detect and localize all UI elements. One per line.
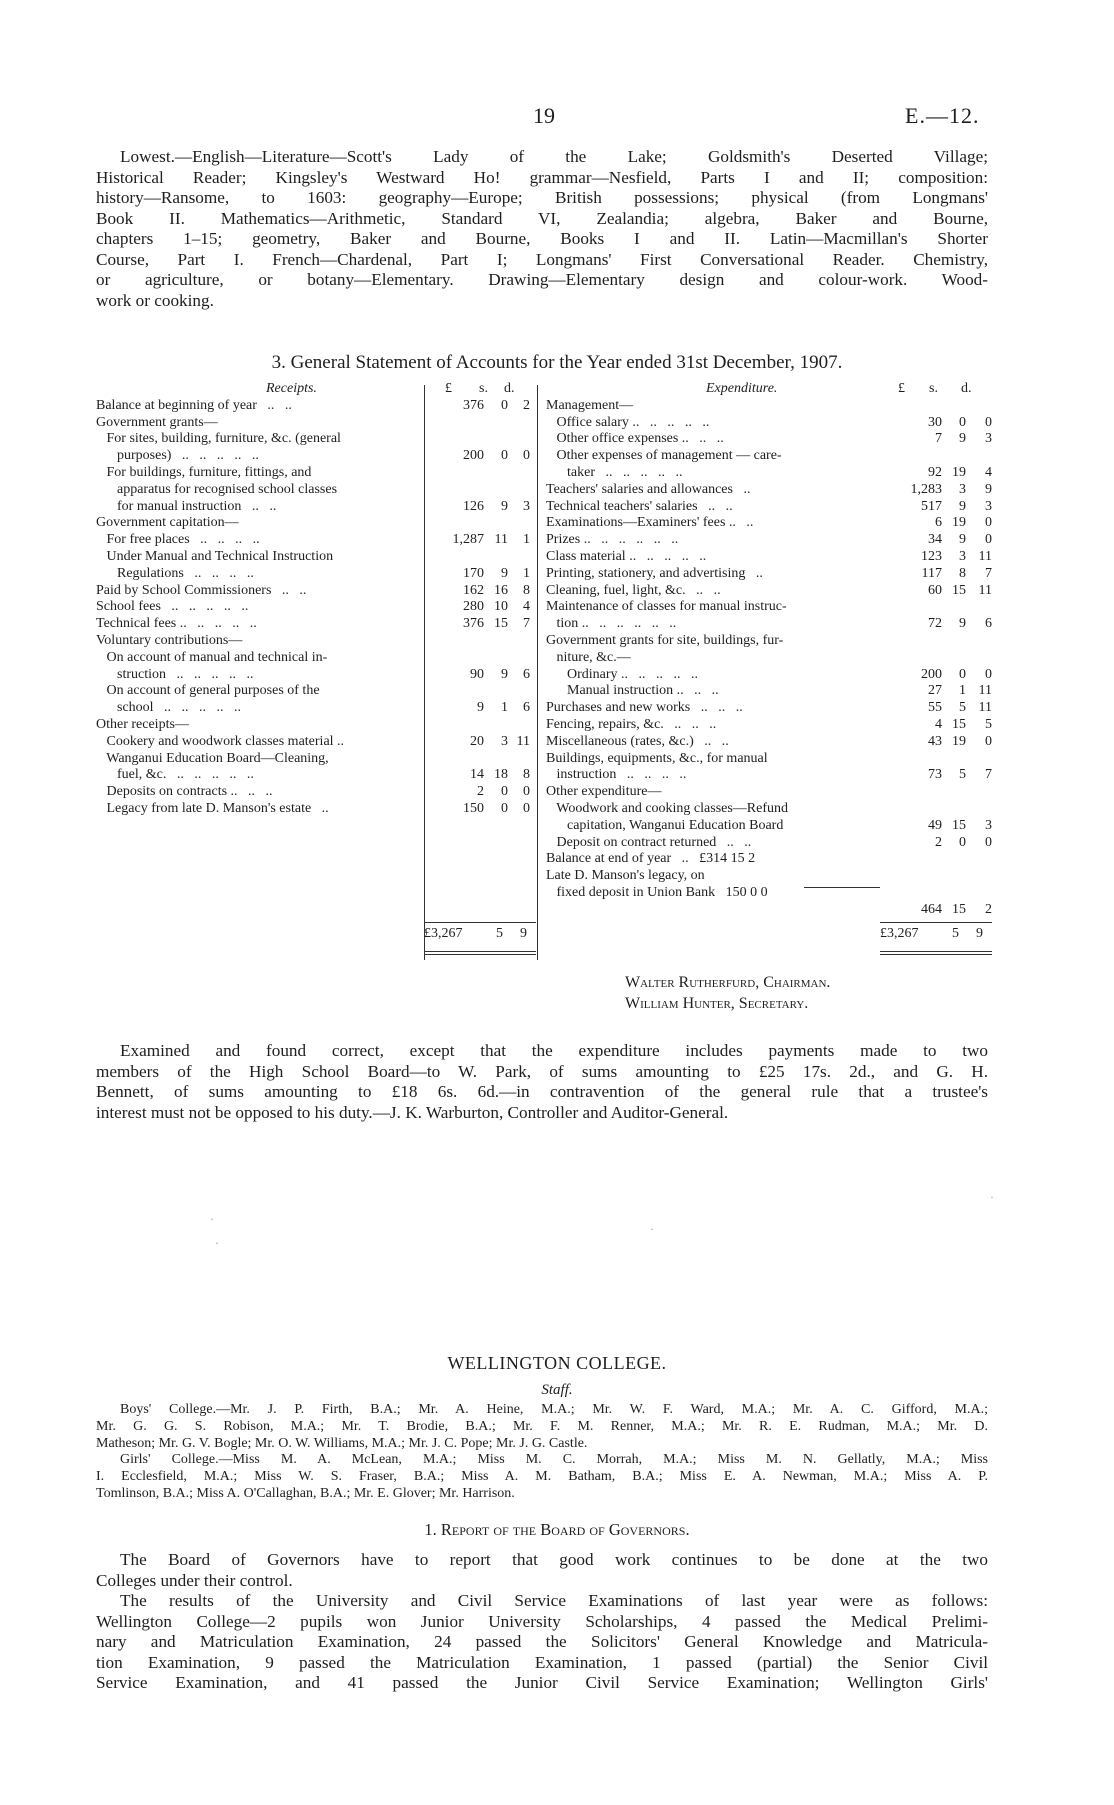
signatures bbox=[625, 972, 830, 1014]
account-row bbox=[546, 415, 996, 432]
account-row bbox=[546, 499, 996, 516]
amount-shillings: 15 bbox=[952, 716, 966, 732]
amount-shillings: 19 bbox=[952, 515, 966, 531]
receipts-header-row bbox=[96, 381, 536, 398]
receipts-total bbox=[424, 926, 536, 943]
amount-shillings: 0 bbox=[501, 448, 508, 464]
amount-pounds: 280 bbox=[463, 599, 484, 615]
account-description: Printing, stationery, and advertising .. bbox=[546, 565, 763, 581]
account-description: Under Manual and Technical Instruction bbox=[96, 548, 334, 564]
report-heading: 1. Report of the Board of Governors. bbox=[424, 1520, 690, 1539]
amount-pounds: 123 bbox=[921, 548, 942, 564]
amount-pence: 5 bbox=[985, 716, 992, 732]
amount-shillings: 9 bbox=[959, 431, 966, 447]
amount-pounds: 376 bbox=[463, 397, 484, 413]
amount-pounds: 4 bbox=[935, 716, 942, 732]
account-description: fuel, &c. .. .. .. .. .. bbox=[96, 767, 254, 783]
amount-pounds: 126 bbox=[463, 498, 484, 514]
text-line: Tomlinson, B.A.; Miss A. O'Callaghan, B.A.; Mr. E. Glover; Mr. Harrison. bbox=[96, 1485, 515, 1501]
amount-pounds: 376 bbox=[463, 616, 484, 632]
account-description: Prizes .. .. .. .. .. .. bbox=[546, 532, 679, 548]
text-line: work or cooking. bbox=[96, 290, 214, 310]
account-row bbox=[96, 515, 536, 532]
amount-shillings: 0 bbox=[959, 666, 966, 682]
amount-pence: 6 bbox=[523, 700, 530, 716]
account-row bbox=[546, 818, 996, 835]
report-paragraph bbox=[96, 1550, 988, 1694]
college-title: WELLINGTON COLLEGE. bbox=[447, 1353, 667, 1373]
account-row bbox=[546, 667, 996, 684]
amount-pence: 11 bbox=[978, 582, 992, 598]
account-description: For free places .. .. .. .. bbox=[96, 532, 260, 548]
amount-pence: 0 bbox=[985, 834, 992, 850]
account-description: On account of general purposes of the bbox=[96, 683, 320, 699]
amount-shillings: 9 bbox=[959, 498, 966, 514]
text-line: Boys' College.—Mr. J. P. Firth, B.A.; Mr. A. Heine, M.A.; Mr. W. F. Ward, M.A.; Mr. A. C. Gifford, M.A.; bbox=[120, 1402, 988, 1417]
amount-pounds: 170 bbox=[463, 565, 484, 581]
account-description: Government grants— bbox=[96, 414, 218, 430]
account-row bbox=[546, 583, 996, 600]
account-description: Maintenance of classes for manual instruc- bbox=[546, 599, 787, 615]
amount-shillings: 1 bbox=[501, 700, 508, 716]
account-description: Other receipts— bbox=[96, 716, 189, 732]
account-description: Balance at beginning of year .. .. bbox=[96, 397, 292, 413]
amount-pounds: 1,283 bbox=[910, 481, 942, 497]
amount-pounds: 20 bbox=[470, 733, 484, 749]
amount-pence: 0 bbox=[985, 515, 992, 531]
amount-pounds: 6 bbox=[935, 515, 942, 531]
amount-shillings: 15 bbox=[952, 582, 966, 598]
amount-pence: 6 bbox=[985, 616, 992, 632]
amount-pence: 7 bbox=[985, 767, 992, 783]
account-description: Miscellaneous (rates, &c.) .. .. bbox=[546, 733, 729, 749]
expenditure-heading: Expenditure. bbox=[706, 381, 778, 396]
account-row bbox=[546, 902, 996, 919]
amount-pounds: 14 bbox=[470, 767, 484, 783]
account-description: For buildings, furniture, fittings, and bbox=[96, 464, 312, 480]
page-speckles: · bbox=[210, 1212, 214, 1226]
amount-pounds: 27 bbox=[928, 683, 942, 699]
amount-pence: 0 bbox=[985, 532, 992, 548]
account-description: Government grants for site, buildings, fur- bbox=[546, 632, 784, 648]
amount-shillings: 5 bbox=[959, 700, 966, 716]
account-description: Other expenditure— bbox=[546, 784, 662, 800]
account-row bbox=[546, 683, 996, 700]
amount-pence: 0 bbox=[523, 448, 530, 464]
amount-shillings: 18 bbox=[494, 767, 508, 783]
account-row bbox=[546, 700, 996, 717]
account-description: apparatus for recognised school classes bbox=[96, 481, 338, 497]
text-line: I. Ecclesfield, M.A.; Miss W. S. Fraser, B.A.; Miss A. M. Batham, B.A.; Miss E. A. Newman, M.A.; Miss A. P. bbox=[96, 1469, 988, 1485]
account-row bbox=[96, 667, 536, 684]
account-description: Cleaning, fuel, light, &c. .. .. bbox=[546, 582, 721, 598]
accounts-title: 3. General Statement of Accounts for the Year ended 31st December, 1907. bbox=[271, 352, 843, 373]
expenditure-total-pence: 9 bbox=[976, 926, 983, 941]
account-description: purposes) .. .. .. .. .. bbox=[96, 448, 259, 464]
amount-pence: 4 bbox=[523, 599, 530, 615]
amount-pence: 1 bbox=[523, 565, 530, 581]
account-description: Class material .. .. .. .. .. bbox=[546, 548, 707, 564]
amount-shillings: 3 bbox=[501, 733, 508, 749]
account-row bbox=[96, 717, 536, 734]
account-row bbox=[96, 700, 536, 717]
center-separator bbox=[537, 385, 538, 960]
amount-pence: 0 bbox=[523, 800, 530, 816]
document-reference: E.—12. bbox=[905, 103, 980, 128]
account-description: Teachers' salaries and allowances .. bbox=[546, 481, 751, 497]
receipts-total-shillings: 5 bbox=[496, 926, 503, 941]
account-description: Office salary .. .. .. .. .. bbox=[546, 414, 710, 430]
account-row bbox=[546, 515, 996, 532]
expenditure-table bbox=[546, 381, 996, 919]
text-line: Matheson; Mr. G. V. Bogle; Mr. O. W. Williams, M.A.; Mr. J. C. Pope; Mr. J. G. Castle. bbox=[96, 1435, 588, 1451]
receipts-double-rule bbox=[424, 951, 536, 952]
text-line: Wellington College—2 pupils won Junior University Scholarships, 4 passed the Medical Prelimi- bbox=[96, 1611, 988, 1631]
amount-pounds: 517 bbox=[921, 498, 942, 514]
amount-pence: 2 bbox=[985, 901, 992, 917]
text-line: Bennett, of sums amounting to £18 6s. 6d.—in contravention of the general rule that a trustee's bbox=[96, 1082, 988, 1101]
account-description: Legacy from late D. Manson's estate .. bbox=[96, 800, 329, 816]
amount-shillings: 15 bbox=[952, 817, 966, 833]
amount-shillings: 10 bbox=[494, 599, 508, 615]
account-description: Other office expenses .. .. .. bbox=[546, 431, 724, 447]
amount-pounds: 55 bbox=[928, 700, 942, 716]
text-line: interest must not be opposed to his duty.—J. K. Warburton, Controller and Auditor-General. bbox=[96, 1102, 729, 1122]
amount-shillings: 5 bbox=[959, 767, 966, 783]
account-description: Deposit on contract returned .. .. bbox=[546, 834, 752, 850]
account-description: Balance at end of year .. £314 15 2 bbox=[546, 851, 756, 867]
amount-pounds: 34 bbox=[928, 532, 942, 548]
receipts-double-rule-2 bbox=[424, 954, 536, 955]
account-description: Examinations—Examiners' fees .. .. bbox=[546, 515, 754, 531]
account-row bbox=[546, 465, 996, 482]
account-row bbox=[546, 549, 996, 566]
text-line: tion Examination, 9 passed the Matriculation Examination, 1 passed (partial) the Senior Civil bbox=[96, 1652, 988, 1672]
account-row bbox=[96, 751, 536, 768]
account-description: taker .. .. .. .. .. bbox=[546, 464, 683, 480]
expenditure-double-rule-2 bbox=[880, 954, 992, 955]
account-row bbox=[96, 465, 536, 482]
amount-shillings: 9 bbox=[501, 498, 508, 514]
pounds-heading: £ bbox=[898, 381, 905, 396]
text-line: Mr. G. G. S. Robison, M.A.; Mr. T. Brodie, B.A.; Mr. F. M. Renner, M.A.; Mr. R. E. Rudman, M.A.; Mr. D. bbox=[96, 1418, 988, 1434]
account-row bbox=[546, 717, 996, 734]
account-row bbox=[546, 633, 996, 650]
amount-pounds: 2 bbox=[935, 834, 942, 850]
amount-pence: 8 bbox=[523, 767, 530, 783]
text-line: members of the High School Board—to W. Park, of sums amounting to £25 17s. 2d., and G. H. bbox=[96, 1061, 988, 1081]
account-row bbox=[546, 885, 996, 902]
amount-pounds: 464 bbox=[921, 901, 942, 917]
text-line: Service Examination, and 41 passed the Junior Civil Service Examination; Wellington Girls' bbox=[96, 1673, 988, 1692]
account-description: instruction .. .. .. .. bbox=[546, 767, 687, 783]
text-line: Lowest.—English—Literature—Scott's Lady of the Lake; Goldsmith's Deserted Village; bbox=[120, 147, 988, 166]
text-line: Colleges under their control. bbox=[96, 1570, 293, 1590]
account-description: Technical teachers' salaries .. .. bbox=[546, 498, 733, 514]
account-row bbox=[546, 751, 996, 768]
account-row bbox=[96, 566, 536, 583]
text-line: Examined and found correct, except that the expenditure includes payments made to two bbox=[120, 1041, 988, 1060]
amount-pence: 0 bbox=[523, 784, 530, 800]
account-row bbox=[546, 784, 996, 801]
amount-pence: 11 bbox=[516, 733, 530, 749]
amount-pounds: 162 bbox=[463, 582, 484, 598]
amount-pounds: 43 bbox=[928, 733, 942, 749]
amount-shillings: 0 bbox=[501, 397, 508, 413]
amount-pence: 3 bbox=[985, 817, 992, 833]
amount-pence: 11 bbox=[978, 683, 992, 699]
amount-pence: 3 bbox=[523, 498, 530, 514]
amount-pence: 9 bbox=[985, 481, 992, 497]
account-row bbox=[96, 549, 536, 566]
text-line: history—Ransome, to 1603: geography—Europe; British possessions; physical (from Longmans' bbox=[96, 188, 988, 207]
account-row bbox=[96, 398, 536, 415]
amount-shillings: 9 bbox=[959, 532, 966, 548]
account-description: Ordinary .. .. .. .. .. bbox=[546, 666, 699, 682]
amount-pence: 2 bbox=[523, 397, 530, 413]
expenditure-double-rule bbox=[880, 951, 992, 952]
account-description: struction .. .. .. .. .. bbox=[96, 666, 254, 682]
amount-shillings: 15 bbox=[494, 616, 508, 632]
amount-pounds: 90 bbox=[470, 666, 484, 682]
expenditure-total-rule bbox=[880, 922, 992, 923]
amount-pence: 0 bbox=[985, 733, 992, 749]
amount-pounds: 30 bbox=[928, 414, 942, 430]
amount-pence: 0 bbox=[985, 666, 992, 682]
account-row bbox=[546, 398, 996, 415]
text-line: nary and Matriculation Examination, 24 passed the Solicitors' General Knowledge and Matricula- bbox=[96, 1632, 988, 1651]
account-row bbox=[546, 650, 996, 667]
account-row bbox=[96, 583, 536, 600]
amount-shillings: 0 bbox=[959, 834, 966, 850]
account-description: Other expenses of management — care- bbox=[546, 448, 782, 464]
account-row bbox=[96, 616, 536, 633]
amount-pence: 6 bbox=[523, 666, 530, 682]
text-line: The Board of Governors have to report that good work continues to be done at the two bbox=[120, 1550, 988, 1569]
chairman-signature: Walter Rutherfurd, Chairman. bbox=[625, 974, 831, 991]
amount-pounds: 60 bbox=[928, 582, 942, 598]
page-speckles: · bbox=[990, 1190, 994, 1204]
account-row bbox=[96, 499, 536, 516]
amount-pence: 0 bbox=[985, 414, 992, 430]
audit-paragraph bbox=[96, 1041, 988, 1123]
text-line: Book II. Mathematics—Arithmetic, Standard VI, Zealandia; algebra, Baker and Bourne, bbox=[96, 208, 988, 228]
account-description: Fencing, repairs, &c. .. .. .. bbox=[546, 716, 717, 732]
account-description: Manual instruction .. .. .. bbox=[546, 683, 719, 699]
text-line: or agriculture, or botany—Elementary. Drawing—Elementary design and colour-work. Wood- bbox=[96, 270, 988, 289]
amount-shillings: 0 bbox=[959, 414, 966, 430]
pounds-heading: £ bbox=[445, 381, 452, 396]
account-description: Regulations .. .. .. .. bbox=[96, 565, 254, 581]
account-description: Management— bbox=[546, 397, 634, 413]
staff-heading: Staff. bbox=[541, 1382, 573, 1398]
account-row bbox=[546, 599, 996, 616]
account-row bbox=[96, 683, 536, 700]
account-row bbox=[546, 532, 996, 549]
account-row bbox=[96, 599, 536, 616]
account-row bbox=[546, 835, 996, 852]
account-description: Technical fees .. .. .. .. .. bbox=[96, 616, 257, 632]
staff-list bbox=[96, 1402, 988, 1503]
expenditure-total bbox=[880, 926, 992, 943]
account-description: capitation, Wanganui Education Board bbox=[546, 817, 784, 833]
amount-pounds: 72 bbox=[928, 616, 942, 632]
amount-pounds: 7 bbox=[935, 431, 942, 447]
amount-pence: 4 bbox=[985, 464, 992, 480]
amount-pounds: 1,287 bbox=[452, 532, 484, 548]
account-description: Cookery and woodwork classes material .. bbox=[96, 733, 345, 749]
amount-pence: 1 bbox=[523, 532, 530, 548]
amount-shillings: 3 bbox=[959, 548, 966, 564]
amount-shillings: 1 bbox=[959, 683, 966, 699]
receipts-heading: Receipts. bbox=[266, 381, 317, 396]
amount-pounds: 2 bbox=[477, 784, 484, 800]
text-line: The results of the University and Civil Service Examinations of last year were as follows: bbox=[120, 1591, 988, 1610]
amount-pounds: 117 bbox=[921, 565, 942, 581]
account-row bbox=[96, 767, 536, 784]
amount-pounds: 9 bbox=[477, 700, 484, 716]
expenditure-total-shillings: 5 bbox=[952, 926, 959, 941]
expenditure-header-row bbox=[546, 381, 996, 398]
account-description: fixed deposit in Union Bank 150 0 0 bbox=[546, 884, 768, 900]
page-number: 19 bbox=[533, 103, 555, 128]
account-description: Woodwork and cooking classes—Refund bbox=[546, 800, 789, 816]
account-row bbox=[96, 431, 536, 448]
account-row bbox=[546, 431, 996, 448]
account-row bbox=[546, 482, 996, 499]
subtotal-rule bbox=[804, 887, 880, 888]
amount-pence: 3 bbox=[985, 431, 992, 447]
amount-pounds: 92 bbox=[928, 464, 942, 480]
amount-shillings: 8 bbox=[959, 565, 966, 581]
text-line: Historical Reader; Kingsley's Westward Ho! grammar—Nesfield, Parts I and II; composition: bbox=[96, 167, 988, 187]
amount-pence: 7 bbox=[985, 565, 992, 581]
text-line: chapters 1–15; geometry, Baker and Bourne, Books I and II. Latin—Macmillan's Shorter bbox=[96, 229, 988, 248]
account-description: Late D. Manson's legacy, on bbox=[546, 868, 705, 884]
amount-shillings: 3 bbox=[959, 481, 966, 497]
account-row bbox=[546, 801, 996, 818]
shillings-heading: s. bbox=[929, 381, 938, 396]
account-row bbox=[96, 415, 536, 432]
secretary-signature: William Hunter, Secretary. bbox=[625, 995, 809, 1012]
amount-shillings: 15 bbox=[952, 901, 966, 917]
account-description: school .. .. .. .. .. bbox=[96, 700, 242, 716]
account-row bbox=[546, 448, 996, 465]
receipts-total-rule bbox=[424, 922, 536, 923]
amount-pence: 3 bbox=[985, 498, 992, 514]
account-description: Paid by School Commissioners .. .. bbox=[96, 582, 307, 598]
account-row bbox=[546, 851, 996, 868]
account-row bbox=[96, 448, 536, 465]
account-description: School fees .. .. .. .. .. bbox=[96, 599, 249, 615]
account-row bbox=[546, 767, 996, 784]
curriculum-paragraph bbox=[96, 147, 988, 311]
amount-pence: 11 bbox=[978, 700, 992, 716]
amount-shillings: 0 bbox=[501, 800, 508, 816]
account-description: Voluntary contributions— bbox=[96, 632, 243, 648]
account-description: for manual instruction .. .. bbox=[96, 498, 277, 514]
page-speckles: · bbox=[215, 1236, 219, 1250]
account-row bbox=[546, 868, 996, 885]
receipts-amount-separator bbox=[424, 385, 425, 960]
receipts-table bbox=[96, 381, 536, 818]
shillings-heading: s. bbox=[479, 381, 488, 396]
account-row bbox=[546, 616, 996, 633]
amount-pounds: 49 bbox=[928, 817, 942, 833]
amount-shillings: 0 bbox=[501, 784, 508, 800]
expenditure-total-pounds: £3,267 bbox=[880, 926, 919, 941]
pence-heading: d. bbox=[961, 381, 972, 396]
account-description: Wanganui Education Board—Cleaning, bbox=[96, 750, 329, 766]
receipts-total-pence: 9 bbox=[520, 926, 527, 941]
account-row bbox=[96, 784, 536, 801]
account-row bbox=[546, 566, 996, 583]
amount-shillings: 9 bbox=[959, 616, 966, 632]
amount-pence: 8 bbox=[523, 582, 530, 598]
receipts-total-pounds: £3,267 bbox=[424, 926, 463, 941]
account-description: For sites, building, furniture, &c. (general bbox=[96, 431, 341, 447]
amount-shillings: 11 bbox=[494, 532, 508, 548]
text-line: Girls' College.—Miss M. A. McLean, M.A.; Miss M. C. Morrah, M.A.; Miss M. N. Gellatly, M.A.; Miss bbox=[120, 1452, 988, 1468]
account-row bbox=[96, 633, 536, 650]
account-row bbox=[96, 801, 536, 818]
account-description: Government capitation— bbox=[96, 515, 239, 531]
account-description: tion .. .. .. .. .. .. bbox=[546, 616, 677, 632]
amount-shillings: 9 bbox=[501, 666, 508, 682]
account-row bbox=[96, 532, 536, 549]
account-row bbox=[96, 650, 536, 667]
account-description: On account of manual and technical in- bbox=[96, 649, 328, 665]
amount-shillings: 19 bbox=[952, 464, 966, 480]
amount-pounds: 150 bbox=[463, 800, 484, 816]
account-description: niture, &c.— bbox=[546, 649, 631, 665]
account-row bbox=[96, 734, 536, 751]
account-row bbox=[96, 482, 536, 499]
amount-pence: 7 bbox=[523, 616, 530, 632]
account-row bbox=[546, 734, 996, 751]
amount-pence: 11 bbox=[978, 548, 992, 564]
page-speckles: · bbox=[650, 1222, 654, 1236]
account-description: Deposits on contracts .. .. .. bbox=[96, 784, 273, 800]
amount-pounds: 200 bbox=[463, 448, 484, 464]
amount-pounds: 73 bbox=[928, 767, 942, 783]
account-description: Purchases and new works .. .. .. bbox=[546, 700, 743, 716]
pence-heading: d. bbox=[504, 381, 515, 396]
amount-shillings: 19 bbox=[952, 733, 966, 749]
text-line: Course, Part I. French—Chardenal, Part I; Longmans' First Conversational Reader. Chemistry, bbox=[96, 249, 988, 269]
amount-shillings: 9 bbox=[501, 565, 508, 581]
amount-pounds: 200 bbox=[921, 666, 942, 682]
account-description: Buildings, equipments, &c., for manual bbox=[546, 750, 768, 766]
amount-shillings: 16 bbox=[494, 582, 508, 598]
